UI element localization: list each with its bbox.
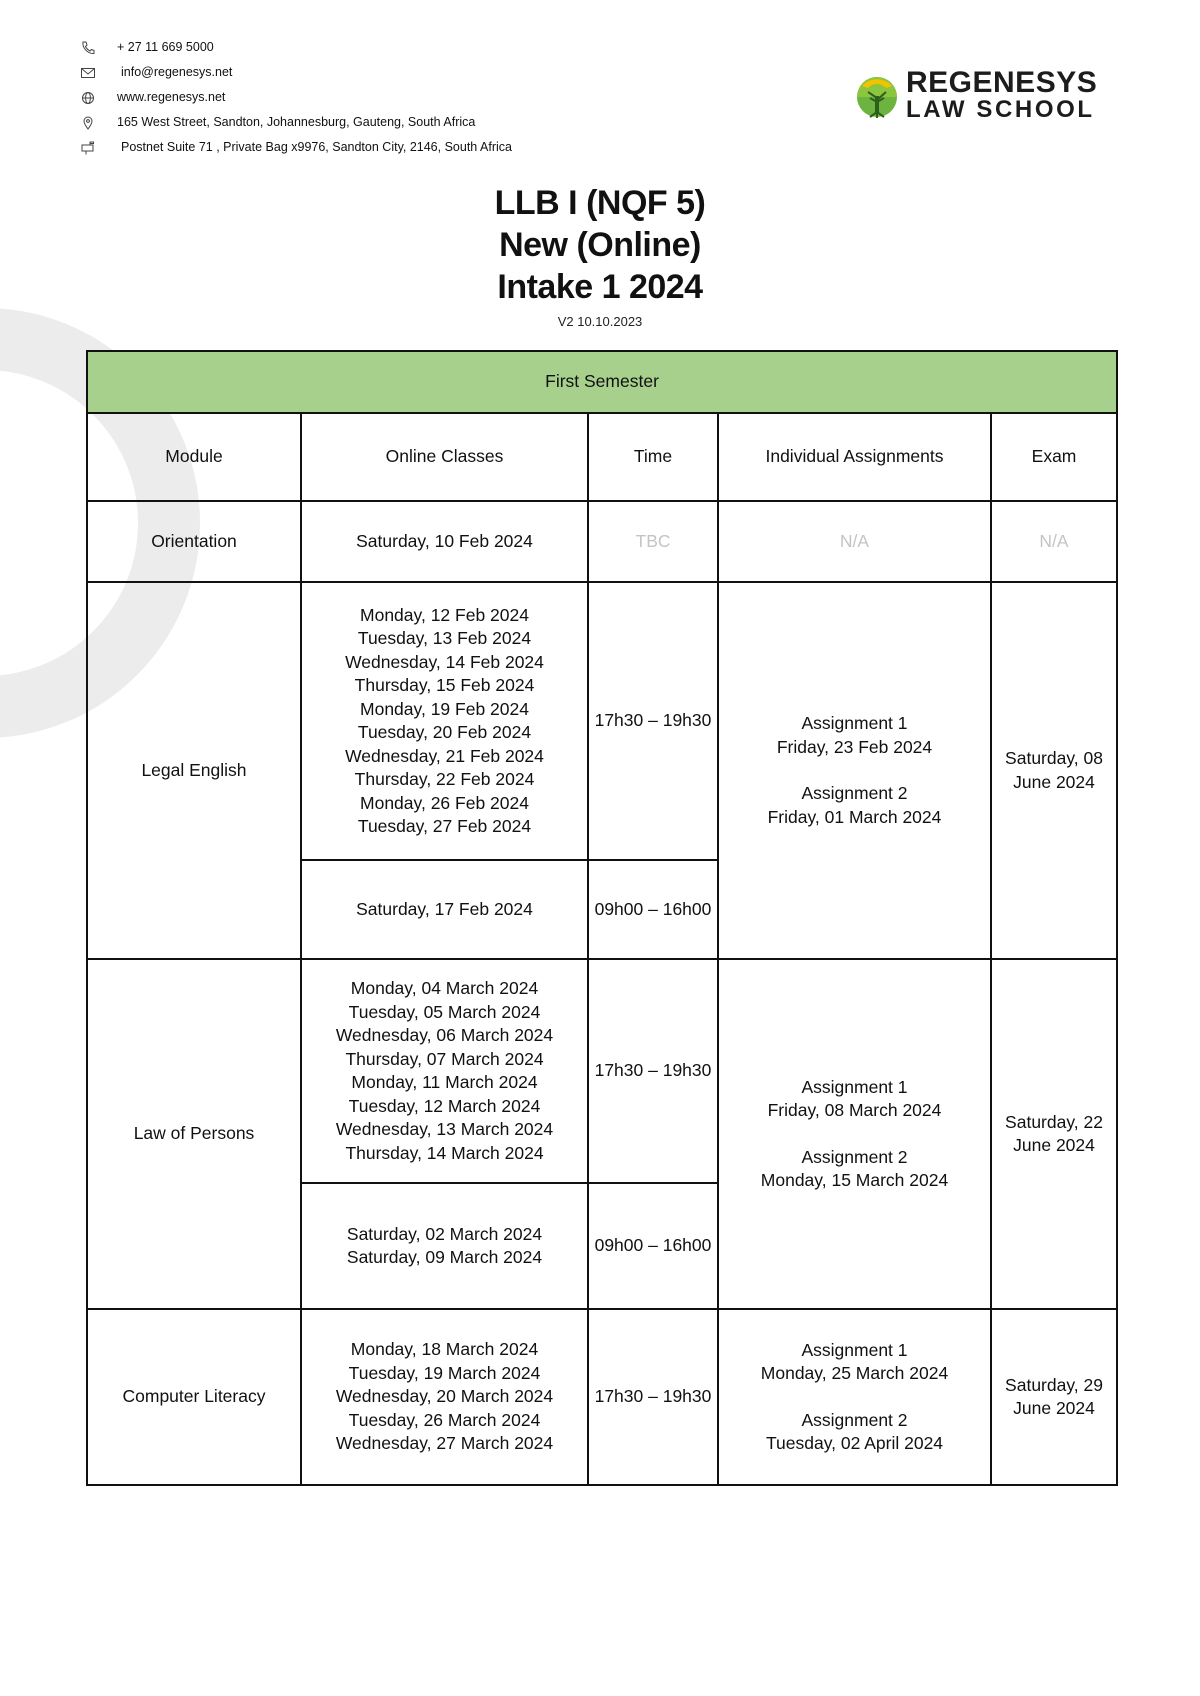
classes-cell	[301, 1183, 588, 1309]
exam-cell	[991, 959, 1117, 1309]
version-label: V2 10.10.2023	[557, 314, 643, 329]
time-cell: TBC	[588, 501, 718, 582]
class-date: Wednesday, 20 March 2024	[335, 1386, 554, 1407]
globe-icon	[80, 91, 96, 105]
address-text: 165 West Street, Sandton, Johannesburg, Gauteng, South Africa	[117, 115, 476, 129]
assignment-label: Assignment 1	[801, 713, 908, 733]
class-date: Monday, 12 Feb 2024	[360, 604, 529, 625]
class-date: Monday, 26 Feb 2024	[360, 792, 529, 813]
time-cell: 09h00 – 16h00	[588, 1183, 718, 1309]
document-title	[0, 182, 1200, 329]
exam-cell	[991, 1309, 1117, 1485]
postal-text: Postnet Suite 71 , Private Bag x9976, Sandton City, 2146, South Africa	[121, 140, 512, 154]
class-date: Tuesday, 05 March 2024	[348, 1001, 541, 1022]
class-date: Saturday, 09 March 2024	[346, 1247, 543, 1267]
assignments-cell	[718, 1309, 991, 1485]
semester-title: First Semester	[87, 351, 1117, 413]
table-row-computer-literacy	[87, 1309, 1117, 1485]
phone-link[interactable]: + 27 11 669 5000	[117, 40, 214, 54]
exam-date-line: Saturday, 29	[1005, 1374, 1103, 1395]
classes-cell	[301, 582, 588, 860]
module-cell: Law of Persons	[87, 959, 301, 1309]
class-date: Thursday, 14 March 2024	[345, 1142, 544, 1163]
table-row-orientation	[87, 501, 1117, 582]
exam-date-line: June 2024	[1013, 771, 1095, 792]
class-date: Tuesday, 19 March 2024	[348, 1362, 541, 1383]
tree-emblem-icon	[856, 72, 900, 122]
assignment-label: Assignment 2	[801, 1146, 908, 1167]
email-link[interactable]: info@regenesys.net	[121, 65, 233, 79]
classes-cell	[301, 959, 588, 1183]
class-date: Wednesday, 27 March 2024	[335, 1433, 554, 1454]
title-line-3: Intake 1 2024	[497, 268, 703, 306]
class-date: Saturday, 02 March 2024	[346, 1223, 543, 1244]
exam-date-line: Saturday, 22	[1005, 1111, 1103, 1132]
mail-icon	[80, 66, 96, 80]
class-date: Wednesday, 13 March 2024	[335, 1119, 554, 1139]
time-cell: 17h30 – 19h30	[588, 959, 718, 1183]
class-date: Wednesday, 21 Feb 2024	[345, 745, 544, 766]
class-date: Saturday, 17 Feb 2024	[356, 898, 533, 919]
module-cell: Legal English	[87, 582, 301, 959]
column-header-online-classes: Online Classes	[301, 413, 588, 501]
regenesys-logo	[856, 66, 1098, 130]
semester-header-row	[87, 351, 1117, 413]
class-date: Tuesday, 12 March 2024	[348, 1095, 541, 1116]
location-pin-icon	[80, 116, 96, 130]
class-date: Monday, 11 March 2024	[351, 1072, 538, 1092]
column-header-module: Module	[87, 413, 301, 501]
assignment-label: Assignment 1	[801, 1076, 908, 1097]
assignment-date: Friday, 08 March 2024	[767, 1100, 942, 1120]
assignment-label: Assignment 1	[801, 1339, 908, 1360]
exam-date-line: June 2024	[1013, 1398, 1095, 1418]
module-cell: Orientation	[87, 501, 301, 582]
logo-text-law-school: LAW SCHOOL	[906, 96, 1095, 123]
column-header-time: Time	[588, 413, 718, 501]
class-date: Tuesday, 27 Feb 2024	[357, 816, 532, 836]
class-date: Tuesday, 20 Feb 2024	[357, 722, 532, 742]
time-cell: 17h30 – 19h30	[588, 1309, 718, 1485]
assignments-cell	[718, 582, 991, 959]
classes-cell	[301, 1309, 588, 1485]
class-date: Monday, 18 March 2024	[350, 1339, 539, 1360]
class-date: Thursday, 22 Feb 2024	[354, 769, 535, 789]
column-header-row	[87, 413, 1117, 501]
class-date: Thursday, 07 March 2024	[345, 1048, 544, 1069]
classes-cell: Saturday, 10 Feb 2024	[301, 501, 588, 582]
exam-cell	[991, 582, 1117, 959]
assignment-date: Monday, 15 March 2024	[760, 1170, 949, 1190]
assignment-date: Friday, 01 March 2024	[767, 806, 942, 827]
class-date: Thursday, 15 Feb 2024	[354, 675, 535, 695]
class-date: Tuesday, 13 Feb 2024	[357, 628, 532, 648]
assignment-label: Assignment 2	[801, 783, 908, 803]
column-header-assignments: Individual Assignments	[718, 413, 991, 501]
logo-text-regenesys: REGENESYS	[906, 66, 1098, 99]
module-cell: Computer Literacy	[87, 1309, 301, 1485]
assignment-date: Monday, 25 March 2024	[760, 1363, 949, 1383]
exam-cell: N/A	[991, 501, 1117, 582]
assignment-date: Friday, 23 Feb 2024	[776, 736, 933, 757]
exam-date-line: Saturday, 08	[1005, 748, 1103, 768]
phone-icon	[80, 41, 96, 55]
assignment-label: Assignment 2	[801, 1409, 908, 1430]
title-line-1: LLB I (NQF 5)	[494, 184, 706, 222]
class-date: Wednesday, 06 March 2024	[335, 1025, 554, 1045]
website-link[interactable]: www.regenesys.net	[117, 90, 226, 104]
assignments-cell	[718, 959, 991, 1309]
title-line-2: New (Online)	[499, 226, 701, 264]
class-date: Tuesday, 26 March 2024	[348, 1409, 541, 1430]
class-date: Monday, 04 March 2024	[350, 978, 539, 998]
column-header-exam: Exam	[991, 413, 1117, 501]
time-cell: 09h00 – 16h00	[588, 860, 718, 959]
table-row-legal-english	[87, 582, 1117, 860]
assignment-date: Tuesday, 02 April 2024	[765, 1433, 944, 1453]
classes-cell	[301, 860, 588, 959]
exam-date-line: June 2024	[1013, 1135, 1095, 1155]
table-row-law-of-persons	[87, 959, 1117, 1183]
class-date: Wednesday, 14 Feb 2024	[345, 651, 544, 672]
schedule-table	[86, 350, 1118, 1486]
mailbox-icon	[80, 141, 96, 155]
class-date: Monday, 19 Feb 2024	[360, 698, 529, 719]
time-cell: 17h30 – 19h30	[588, 582, 718, 860]
assignments-cell: N/A	[718, 501, 991, 582]
